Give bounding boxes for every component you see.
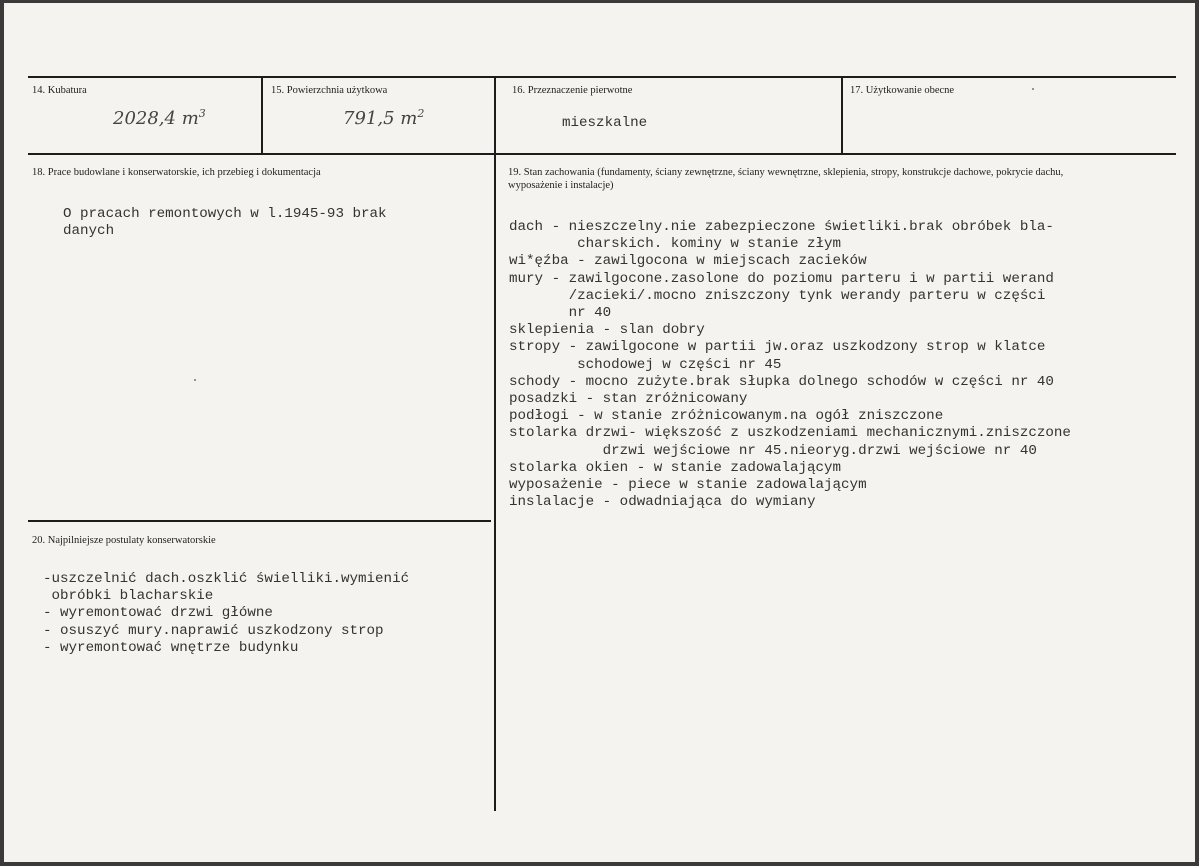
field-14-value-text: 2028,4 m (113, 108, 199, 129)
field-18-label: 18. Prace budowlane i konserwatorskie, ich przebieg i dokumentacja (32, 167, 321, 178)
field-19-value: dach - nieszczelny.nie zabezpieczone świetliki.brak obróbek bla- charskich. kominy w stanie złym wi*ęźba - zawilgocona w miejscach zacieków mury - zawilgocone.zasolone do poziomu parteru i w partii werand /zacieki/.mocno zniszczony tynk werandy parteru w części nr 40 sklepienia - slan dobry stropy - zawilgocone w partii jw.oraz uszkodzony strop w klatce schodowej w części nr 45 schody - mocno zużyte.brak słupka dolnego schodów w części nr 40 posadzki - stan zróżnicowany podłogi - w stanie zróżnicowanym.na ogół zniszczone stolarka drzwi- większość z uszkodzeniami mechanicznymi.zniszczone drzwi wejściowe nr 45.nieoryg.drzwi wejściowe nr 40 stolarka okien - w stanie zadowalającym wyposażenie - piece w stanie zadowalającym inslalacje - odwadniająca do wymiany (509, 219, 1071, 511)
record-card (4, 3, 1195, 862)
rule-v2 (494, 76, 496, 811)
field-18-value: O pracach remontowych w l.1945-93 brak danych (63, 206, 387, 240)
field-20-value: -uszczelnić dach.oszklić świelliki.wymienić obróbki blacharskie - wyremontować drzwi główne - osuszyć mury.naprawić uszkodzony strop - wyremontować wnętrze budynku (43, 571, 410, 656)
field-15-value-text: 791,5 m (343, 108, 418, 129)
field-15-label: 15. Powierzchnia użytkowa (271, 85, 388, 96)
field-14-value-unit: 3 (198, 107, 206, 120)
rule-row2 (28, 153, 1176, 155)
field-15-value-unit: 2 (417, 107, 425, 120)
scan-speck (1032, 88, 1034, 90)
field-17-label: 17. Użytkowanie obecne (850, 85, 955, 96)
rule-row3 (28, 520, 491, 522)
field-14-label: 14. Kubatura (32, 85, 87, 96)
field-16-label: 16. Przeznaczenie pierwotne (512, 85, 633, 96)
rule-top (28, 76, 1176, 78)
field-16-value: mieszkalne (562, 115, 648, 131)
field-19-label: 19. Stan zachowania (fundamenty, ściany zewnętrzne, ściany wewnętrzne, sklepienia, stropy, konstrukcje dachowe, pokrycie dachu, wyposażenie i instalacje) (508, 167, 1064, 191)
scan-speck (194, 379, 196, 381)
field-14-value (113, 107, 206, 129)
rule-v3 (841, 76, 843, 154)
field-20-label: 20. Najpilniejsze postulaty konserwatorskie (32, 535, 216, 546)
rule-v1 (261, 76, 263, 154)
field-15-value (343, 107, 424, 129)
